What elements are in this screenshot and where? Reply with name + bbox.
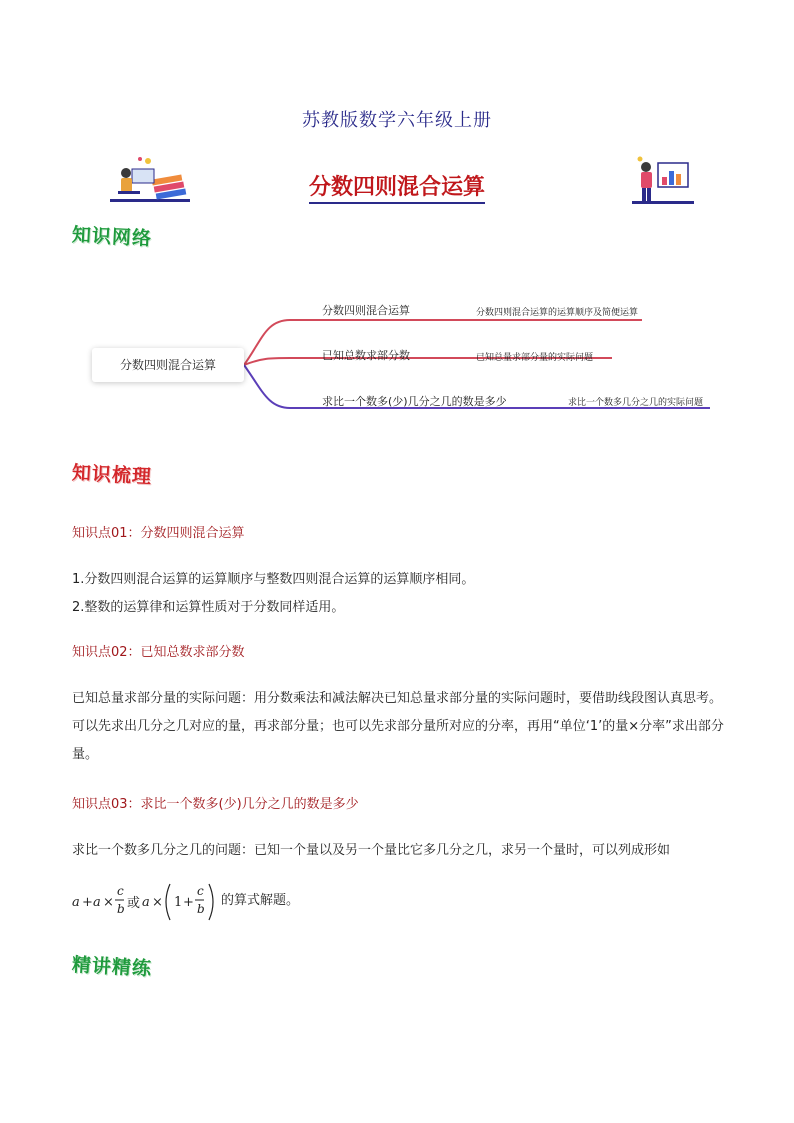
knowledge-point-1-body [72,566,732,622]
svg-text:c: c [197,884,204,898]
svg-text:a: a [72,895,80,910]
svg-text:c: c [117,884,124,898]
svg-text:a: a [142,895,150,910]
svg-text:+: + [183,895,194,910]
section-heading-network: 知识网络 [71,223,153,251]
svg-text:×: × [103,895,114,910]
point-1-line-2: 2.整数的运算律和运算性质对于分数同样适用。 [72,600,345,615]
mindmap-branch-3: 求比一个数多(少)几分之几的数是多少 [322,395,507,408]
knowledge-point-1-title: 知识点01：分数四则混合运算 [72,526,245,541]
mindmap-leaf-2: 已知总量求部分量的实际问题 [476,353,594,363]
svg-text:b: b [117,902,125,916]
mindmap-leaf-3: 求比一个数多几分之几的实际问题 [568,398,704,408]
section-heading-summary: 知识梳理 [71,461,153,489]
mindmap-leaf-1: 分数四则混合运算的运算顺序及简便运算 [476,308,639,318]
mindmap-branch-1: 分数四则混合运算 [322,304,410,317]
header-title: 苏教版数学六年级上册 [302,110,492,131]
formula-suffix: 的算式解题。 [221,893,300,908]
knowledge-point-2-title: 知识点02：已知总数求部分数 [72,645,245,660]
document-title: 分数四则混合运算 [0,170,794,201]
knowledge-point-3-body: 求比一个数多几分之几的问题：已知一个量以及另一个量比它多几分之几，求另一个量时，可以列成形如 [72,843,671,858]
mindmap-root: 分数四则混合运算 [92,348,244,382]
point-1-line-1: 1.分数四则混合运算的运算顺序与整数四则混合运算的运算顺序相同。 [72,572,475,587]
svg-text:+: + [82,895,93,910]
svg-text:b: b [197,902,205,916]
section-heading-practice: 精讲精练 [71,953,153,981]
mindmap-branch-2: 已知总数求部分数 [322,349,410,362]
svg-text:或: 或 [127,896,141,911]
svg-text:1: 1 [174,895,183,910]
knowledge-point-2-body: 已知总量求部分量的实际问题：用分数乘法和减法解决已知总量求部分量的实际问题时，要借助线段图认真思考。可以先求出几分之几对应的量，再求部分量；也可以先求部分量所对应的分率，再用“单位‘1’的量×分率”求出部分量。 [72,691,724,762]
svg-text:a: a [93,895,101,910]
svg-text:×: × [152,895,163,910]
knowledge-point-3-title: 知识点03：求比一个数多(少)几分之几的数是多少 [72,797,359,812]
